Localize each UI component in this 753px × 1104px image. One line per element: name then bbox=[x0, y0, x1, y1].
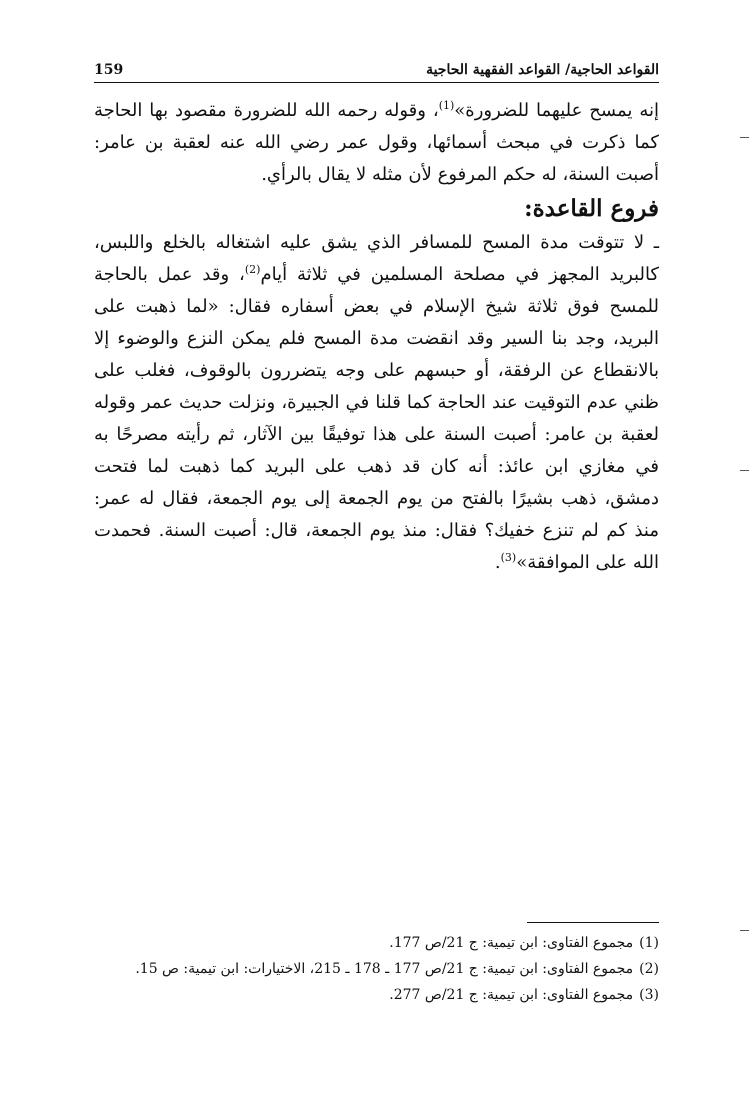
scan-edge-mark bbox=[740, 930, 749, 931]
footnote bbox=[94, 956, 659, 982]
footnote-ref: (3) bbox=[500, 551, 517, 564]
footnote-mark: (3) bbox=[639, 987, 659, 1003]
paragraph: إنه يمسح عليهما للضرورة»$^{(1)}$، وقوله رحمه الله للضرورة مقصود بها الحاجة كما ذكرت في مبحث أسمائها، وقول عمر رضي الله عنه لعقبة بن عامر: أصبت السنة، له حكم المرفوع لأن مثله لا يقال بالرأي. bbox=[94, 99, 659, 185]
footnote-text: مجموع الفتاوى: ابن تيمية: ج 21/ص 177 ـ 178 ـ 215، الاختيارات: ابن تيمية: ص 15. bbox=[135, 961, 634, 977]
page-number: 159 bbox=[94, 62, 124, 78]
scan-edge-mark bbox=[740, 137, 749, 138]
page-header bbox=[94, 56, 659, 83]
footnote-text: مجموع الفتاوى: ابن تيمية: ج 21/ص 277. bbox=[389, 987, 634, 1003]
footnote-text: مجموع الفتاوى: ابن تيمية: ج 21/ص 177. bbox=[389, 935, 634, 951]
footnotes bbox=[94, 930, 659, 1008]
paragraph: ـ لا تتوقت مدة المسح للمسافر الذي يشق عليه اشتغاله بالخلع واللبس، كالبريد المجهز في مصلحة المسلمين في ثلاثة أيام$^{(2)}$، وقد عمل بالحاجة للمسح فوق ثلاثة شيخ الإسلام في بعض أسفاره فقال: «لما ذهبت على البريد، وجد بنا السير وقد انقضت مدة المسح فلم يمكن النزع والوضوء إلا بالانقطاع عن الرفقة، أو حبسهم على وجه يتضررون بالوقوف، فغلب على ظني عدم التوقيت عند الحاجة كما قلنا في الجبيرة، ونزلت حديث عمر وقوله لعقبة بن عامر: أصبت السنة على هذا توفيقًا بين الآثار، ثم رأيته مصرحًا به في مغازي ابن عائذ: أنه كان قد ذهب على البريد كما ذهبت لما فتحت دمشق، ذهب بشيرًا بالفتح من يوم الجمعة إلى يوم الجمعة، فقال له عمر: منذ كم لم تنزع خفيك؟ فقال: منذ يوم الجمعة، قال: أصبت السنة. فحمدت الله على الموافقة»$^{(3)}$. bbox=[94, 232, 660, 573]
footnote-ref: (1) bbox=[438, 99, 455, 112]
footnote bbox=[94, 930, 659, 956]
section-heading: فروع القاعدة: bbox=[524, 195, 659, 222]
footnote-mark: (1) bbox=[639, 935, 659, 951]
main-text bbox=[94, 95, 659, 579]
scan-edge-mark bbox=[740, 470, 749, 471]
footnote-separator bbox=[527, 922, 659, 923]
footnote bbox=[94, 982, 659, 1008]
footnote-ref: (2) bbox=[244, 263, 261, 276]
footnote-mark: (2) bbox=[639, 961, 659, 977]
running-title: القواعد الحاجية/ القواعد الفقهية الحاجية bbox=[426, 62, 659, 78]
